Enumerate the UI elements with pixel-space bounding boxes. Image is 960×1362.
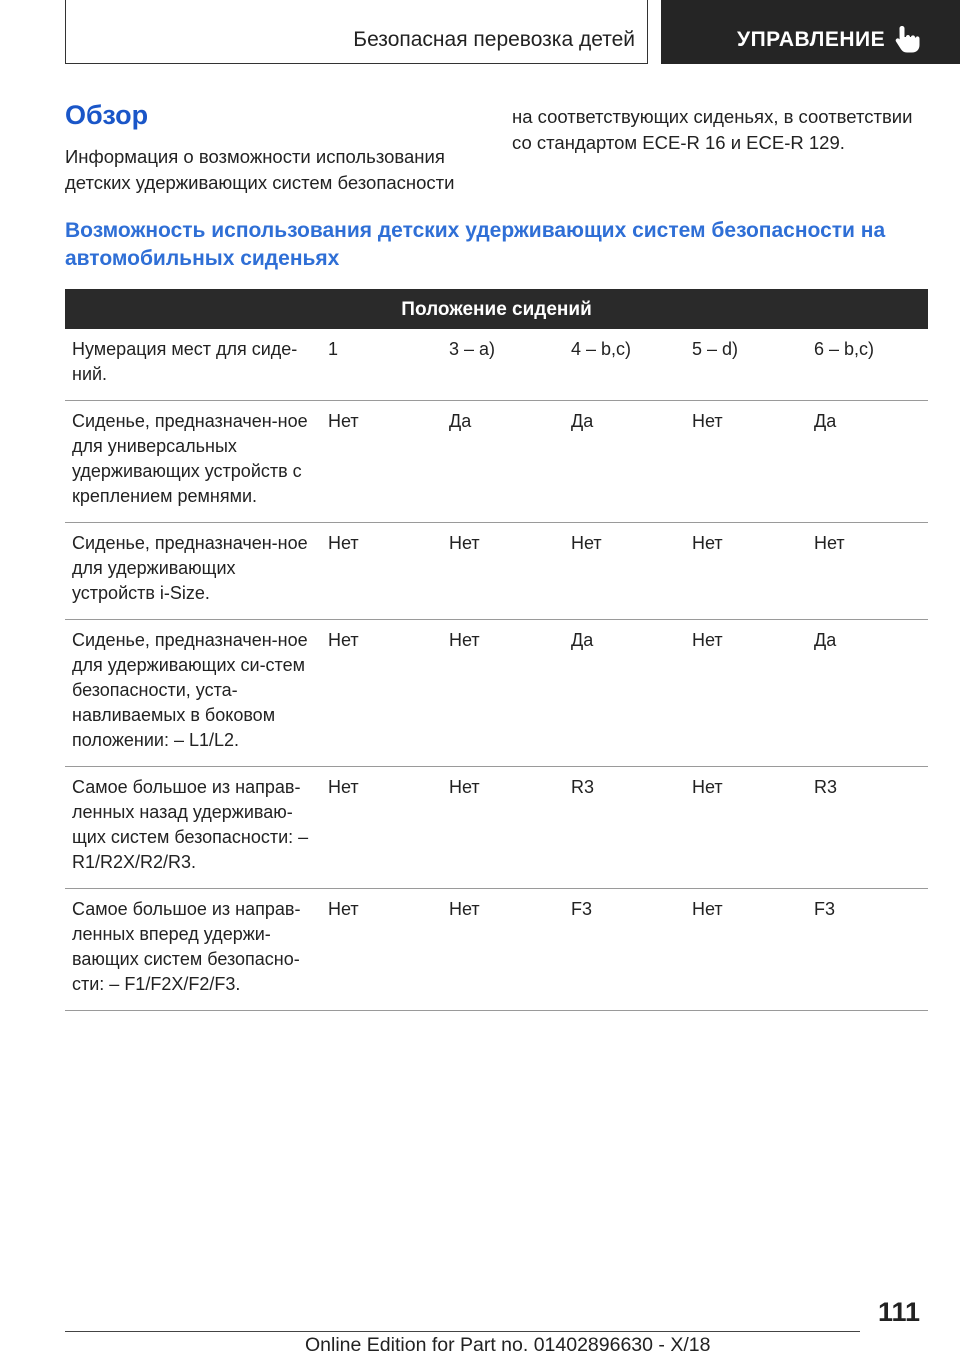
table-row	[65, 329, 928, 401]
table-cell: Нет	[685, 889, 807, 1011]
table-cell: Нет	[685, 523, 807, 620]
seat-positions-table	[65, 289, 928, 1011]
table-row	[65, 620, 928, 767]
table-cell: Да	[807, 620, 928, 767]
pointing-hand-icon	[893, 24, 921, 54]
table-cell: Да	[564, 620, 685, 767]
table-cell: 1	[321, 329, 442, 401]
table-cell: Нет	[685, 620, 807, 767]
table-cell: Да	[564, 401, 685, 523]
page-number: 111	[878, 1297, 921, 1327]
table-row	[65, 767, 928, 889]
table-cell: Нет	[321, 620, 442, 767]
table-cell: Да	[442, 401, 564, 523]
table-cell: Нет	[807, 523, 928, 620]
table-cell: Нет	[564, 523, 685, 620]
footer-edition: Online Edition for Part no. 01402896630 - X/18	[305, 1334, 711, 1356]
table-cell: Нет	[442, 523, 564, 620]
table-cell: F3	[807, 889, 928, 1011]
table-cell: R3	[564, 767, 685, 889]
table-cell: Нет	[321, 401, 442, 523]
table-cell: 4 – b,c)	[564, 329, 685, 401]
intro-text-right: на соответствующих сиденьях, в соответствии со стандартом ECE-R 16 и ECE-R 129.	[512, 106, 913, 153]
intro-text-left: Информация о возможности использования детских удерживающих систем безопасности	[65, 146, 455, 193]
table-cell: Да	[807, 401, 928, 523]
table-row	[65, 401, 928, 523]
table-cell: Нет	[442, 767, 564, 889]
table-header: Положение сидений	[65, 289, 928, 329]
header-chapter-tab[interactable]	[661, 0, 960, 64]
section-title: Безопасная перевозка детей	[353, 28, 635, 51]
table-cell: Нет	[321, 889, 442, 1011]
table-row	[65, 523, 928, 620]
row-label: Самое большое из направ-ленных назад удерживаю-щих систем безопасности: – R1/R2X/R2/R3.	[65, 767, 321, 889]
chapter-label: УПРАВЛЕНИЕ	[737, 28, 886, 51]
table-cell: Нет	[321, 767, 442, 889]
header-section-box	[65, 0, 648, 64]
table-cell: 3 – a)	[442, 329, 564, 401]
table-cell: 5 – d)	[685, 329, 807, 401]
row-label: Сиденье, предназначен-ное для удерживающих устройств i-Size.	[65, 523, 321, 620]
section-heading: Возможность использования детских удерживающих систем безопасности на автомобильных сиденьях	[65, 219, 886, 270]
table-cell: 6 – b,c)	[807, 329, 928, 401]
table-cell: R3	[807, 767, 928, 889]
footer-divider	[65, 1331, 860, 1332]
table-cell: Нет	[685, 767, 807, 889]
row-label: Нумерация мест для сиде-ний.	[65, 329, 321, 401]
overview-heading: Обзор	[65, 100, 149, 130]
row-label: Сиденье, предназначен-ное для удерживающих си-стем безопасности, уста-навливаемых в боковом положении: – L1/L2.	[65, 620, 321, 767]
row-label: Самое большое из направ-ленных вперед удержи-вающих систем безопасно-сти: – F1/F2X/F2/F3.	[65, 889, 321, 1011]
row-label: Сиденье, предназначен-ное для универсальных удерживающих устройств с креплением ремнями.	[65, 401, 321, 523]
table-cell: Нет	[442, 620, 564, 767]
table-row	[65, 889, 928, 1011]
table-cell: Нет	[685, 401, 807, 523]
table-cell: Нет	[321, 523, 442, 620]
table-cell: F3	[564, 889, 685, 1011]
table-cell: Нет	[442, 889, 564, 1011]
table-header-row	[65, 289, 928, 329]
